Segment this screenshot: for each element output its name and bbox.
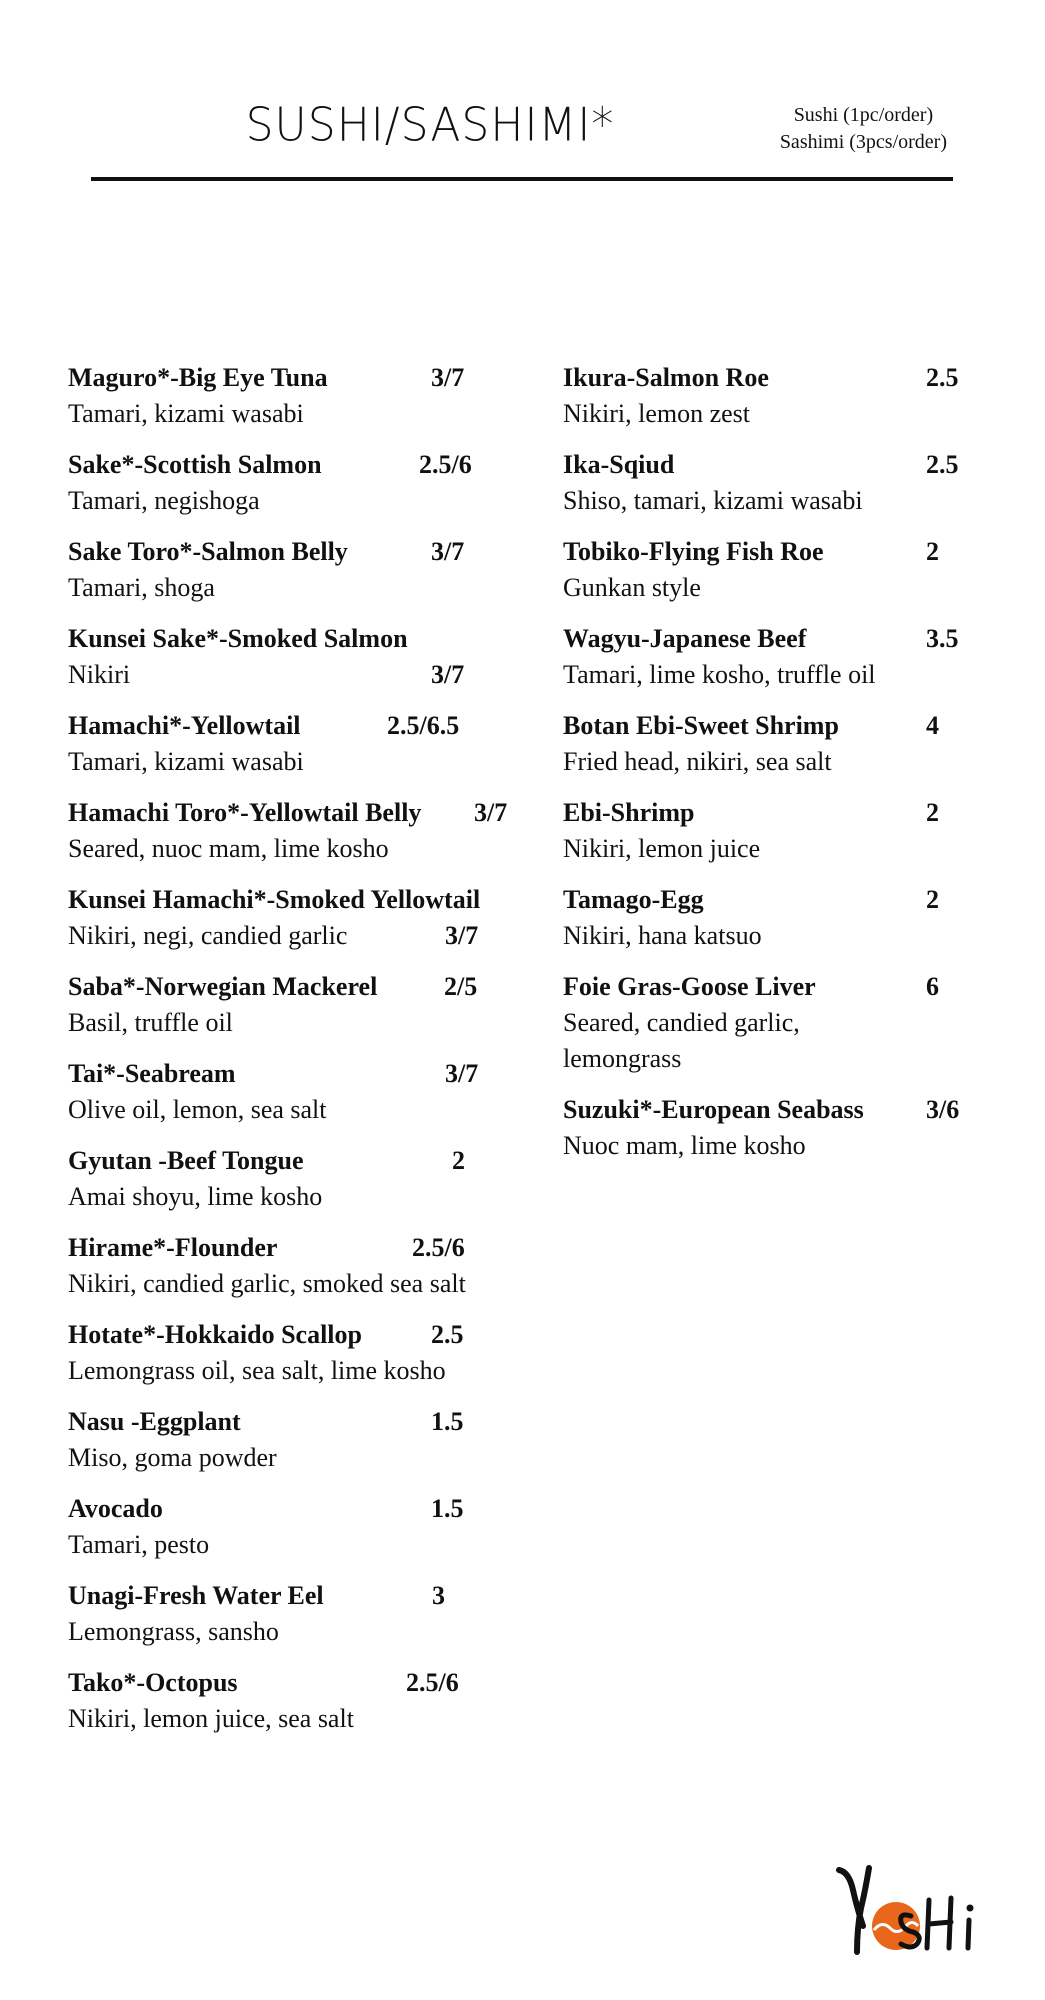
item-description: Fried head, nikiri, sea salt: [563, 747, 832, 776]
item-description: Shiso, tamari, kizami wasabi: [563, 486, 863, 515]
item-name: Kunsei Sake*-Smoked Salmon: [68, 624, 408, 653]
yoshi-logo: [833, 1862, 983, 1957]
item-price: 2.5: [431, 1320, 464, 1349]
item-price: 1.5: [431, 1407, 464, 1436]
item-price: 1.5: [431, 1494, 464, 1523]
item-name: Ikura-Salmon Roe: [563, 363, 769, 392]
item-name: Nasu -Eggplant: [68, 1407, 241, 1436]
menu-item: [68, 1404, 548, 1491]
menu-item: [563, 534, 983, 621]
menu-item: [68, 1491, 548, 1578]
item-name: Tai*-Seabream: [68, 1059, 236, 1088]
item-description-continued: lemongrass: [563, 1044, 682, 1073]
item-name: Tamago-Egg: [563, 885, 704, 914]
menu-item: [68, 708, 548, 795]
menu-item: [68, 1143, 548, 1230]
item-description: Nikiri: [68, 660, 131, 689]
item-description: Tamari, pesto: [68, 1530, 210, 1559]
menu-item: [563, 447, 983, 534]
item-name: Tako*-Octopus: [68, 1668, 238, 1697]
item-name: Wagyu-Japanese Beef: [563, 624, 807, 653]
item-description: Nikiri, negi, candied garlic: [68, 921, 348, 950]
item-description: Nikiri, hana katsuo: [563, 921, 762, 950]
item-name: Hotate*-Hokkaido Scallop: [68, 1320, 362, 1349]
item-price: 2.5: [926, 363, 959, 392]
title-divider: [91, 177, 953, 181]
item-name: Hamachi*-Yellowtail: [68, 711, 301, 740]
item-description: Tamari, negishoga: [68, 486, 260, 515]
item-price: 3/7: [431, 660, 465, 689]
menu-item: [68, 969, 548, 1056]
item-name: Avocado: [68, 1494, 163, 1523]
item-name: Foie Gras-Goose Liver: [563, 972, 816, 1001]
item-price: 3/7: [445, 1059, 479, 1088]
item-price: 3/7: [431, 537, 465, 566]
menu-item: [68, 447, 548, 534]
item-name: Unagi-Fresh Water Eel: [68, 1581, 324, 1610]
item-price: 3: [432, 1581, 445, 1610]
item-description: Tamari, kizami wasabi: [68, 399, 304, 428]
item-price: 2/5: [444, 972, 478, 1001]
item-name: Maguro*-Big Eye Tuna: [68, 363, 328, 392]
item-price: 3.5: [926, 624, 959, 653]
menu-item: [563, 708, 983, 795]
item-description: Basil, truffle oil: [68, 1008, 233, 1037]
item-price: 2: [926, 798, 939, 827]
order-size-note: [780, 102, 947, 156]
item-price: 2.5/6.5: [387, 711, 460, 740]
menu-item: [563, 969, 983, 1092]
item-description: Nikiri, candied garlic, smoked sea salt: [68, 1269, 466, 1298]
menu-item: [563, 360, 983, 447]
menu-item: [68, 1056, 548, 1143]
item-price: 2.5: [926, 450, 959, 479]
item-description: Gunkan style: [563, 573, 701, 602]
item-price: 2: [926, 885, 939, 914]
item-description: Miso, goma powder: [68, 1443, 277, 1472]
menu-item: [68, 882, 548, 969]
menu-item: [563, 621, 983, 708]
item-name: Saba*-Norwegian Mackerel: [68, 972, 378, 1001]
item-name: Sake Toro*-Salmon Belly: [68, 537, 348, 566]
item-price: 3/7: [474, 798, 508, 827]
menu-column-left: [68, 360, 548, 1752]
item-description: Lemongrass oil, sea salt, lime kosho: [68, 1356, 446, 1385]
item-name: Tobiko-Flying Fish Roe: [563, 537, 824, 566]
item-price: 6: [926, 972, 939, 1001]
item-description: Lemongrass, sansho: [68, 1617, 279, 1646]
menu-item: [563, 795, 983, 882]
item-name: Suzuki*-European Seabass: [563, 1095, 864, 1124]
item-description: Amai shoyu, lime kosho: [68, 1182, 323, 1211]
item-price: 2.5/6: [406, 1668, 459, 1697]
item-name: Kunsei Hamachi*-Smoked Yellowtail: [68, 885, 481, 914]
item-price: 4: [926, 711, 939, 740]
item-price: 2: [926, 537, 939, 566]
menu-item: [68, 1317, 548, 1404]
menu-item: [68, 1578, 548, 1665]
item-name: Gyutan -Beef Tongue: [68, 1146, 304, 1175]
menu-item: [68, 1230, 548, 1317]
item-description: Tamari, shoga: [68, 573, 215, 602]
logo-text: YOSHI: [869, 1902, 873, 1903]
item-name: Ebi-Shrimp: [563, 798, 695, 827]
item-description: Nikiri, lemon juice: [563, 834, 761, 863]
item-price: 3/6: [926, 1095, 960, 1124]
menu-item: [68, 534, 548, 621]
menu-item: [68, 621, 548, 708]
item-price: 2.5/6: [412, 1233, 465, 1262]
item-price: 3/7: [445, 921, 479, 950]
item-description: Olive oil, lemon, sea salt: [68, 1095, 327, 1124]
menu-item: [68, 360, 548, 447]
item-name: Ika-Sqiud: [563, 450, 675, 479]
menu-item: [563, 882, 983, 969]
menu-column-right: [563, 360, 983, 1179]
item-price: 2: [452, 1146, 465, 1175]
item-name: Hirame*-Flounder: [68, 1233, 278, 1262]
sushi-order-note: Sushi (1pc/order): [793, 104, 934, 126]
page-title: SUSHI/SASHIMI*: [245, 98, 615, 153]
sashimi-order-note: Sashimi (3pcs/order): [779, 131, 947, 153]
item-name: Botan Ebi-Sweet Shrimp: [563, 711, 839, 740]
item-description: Nikiri, lemon zest: [563, 399, 751, 428]
item-description: Tamari, kizami wasabi: [68, 747, 304, 776]
menu-item: [563, 1092, 983, 1179]
item-description: Nuoc mam, lime kosho: [563, 1131, 806, 1160]
menu-item: [68, 1665, 548, 1752]
item-description: Tamari, lime kosho, truffle oil: [563, 660, 876, 689]
item-price: 3/7: [431, 363, 465, 392]
item-name: Sake*-Scottish Salmon: [68, 450, 322, 479]
item-description: Nikiri, lemon juice, sea salt: [68, 1704, 354, 1733]
menu-item: [68, 795, 548, 882]
item-name: Hamachi Toro*-Yellowtail Belly: [68, 798, 422, 827]
item-price: 2.5/6: [419, 450, 472, 479]
item-description: Seared, candied garlic,: [563, 1008, 800, 1037]
item-description: Seared, nuoc mam, lime kosho: [68, 834, 389, 863]
